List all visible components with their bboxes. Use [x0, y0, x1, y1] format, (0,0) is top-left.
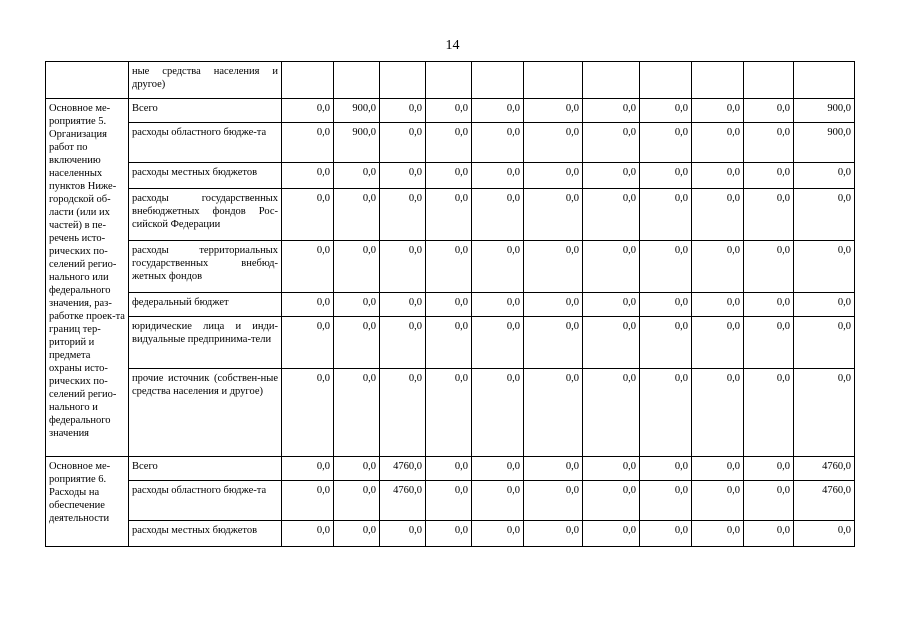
value-cell: 0,0 [640, 457, 692, 481]
value-cell-empty [334, 62, 380, 99]
value-cell: 0,0 [744, 293, 794, 317]
value-cell: 0,0 [744, 521, 794, 547]
value-cell: 0,0 [744, 241, 794, 293]
value-cell: 0,0 [692, 369, 744, 457]
value-cell: 0,0 [583, 317, 640, 369]
value-cell: 0,0 [472, 481, 524, 521]
value-cell: 0,0 [334, 457, 380, 481]
value-cell: 0,0 [794, 241, 855, 293]
value-cell: 0,0 [380, 293, 426, 317]
value-cell: 0,0 [524, 369, 583, 457]
value-cell: 0,0 [524, 163, 583, 189]
value-cell-empty [692, 62, 744, 99]
table-row [46, 317, 855, 369]
value-cell: 0,0 [640, 99, 692, 123]
table-row [46, 457, 855, 481]
value-cell-empty [282, 62, 334, 99]
value-cell: 0,0 [692, 241, 744, 293]
funding-source-cell: юридические лица и инди-видуальные предпринима-тели [129, 317, 282, 369]
table-row [46, 99, 855, 123]
table-row [46, 123, 855, 163]
value-cell: 0,0 [282, 163, 334, 189]
value-cell: 0,0 [472, 241, 524, 293]
table-row [46, 481, 855, 521]
value-cell: 0,0 [334, 293, 380, 317]
value-cell: 0,0 [640, 123, 692, 163]
value-cell: 0,0 [744, 123, 794, 163]
value-cell: 0,0 [524, 99, 583, 123]
value-cell: 0,0 [426, 481, 472, 521]
value-cell: 0,0 [692, 163, 744, 189]
value-cell: 0,0 [472, 369, 524, 457]
value-cell: 0,0 [583, 163, 640, 189]
value-cell: 0,0 [380, 99, 426, 123]
value-cell-empty [524, 62, 583, 99]
value-cell: 0,0 [472, 99, 524, 123]
value-cell: 0,0 [692, 317, 744, 369]
value-cell: 0,0 [692, 99, 744, 123]
value-cell: 4760,0 [380, 481, 426, 521]
value-cell: 0,0 [524, 521, 583, 547]
value-cell: 0,0 [794, 189, 855, 241]
budget-table [45, 61, 855, 547]
value-cell: 0,0 [583, 241, 640, 293]
table-row [46, 521, 855, 547]
value-cell: 0,0 [692, 457, 744, 481]
value-cell: 0,0 [472, 293, 524, 317]
value-cell: 0,0 [794, 521, 855, 547]
value-cell: 0,0 [380, 241, 426, 293]
value-cell: 0,0 [282, 293, 334, 317]
value-cell: 0,0 [744, 189, 794, 241]
value-cell: 0,0 [282, 481, 334, 521]
value-cell: 0,0 [380, 189, 426, 241]
value-cell: 0,0 [282, 123, 334, 163]
value-cell: 0,0 [640, 189, 692, 241]
value-cell-empty [472, 62, 524, 99]
value-cell: 0,0 [380, 163, 426, 189]
value-cell-empty [583, 62, 640, 99]
value-cell: 0,0 [426, 189, 472, 241]
activity-name-cell: Основное ме-роприятие 6. Расходы на обеспечение деятельности [46, 457, 129, 547]
value-cell: 0,0 [334, 317, 380, 369]
value-cell: 0,0 [692, 123, 744, 163]
table-row [46, 369, 855, 457]
value-cell: 0,0 [334, 521, 380, 547]
value-cell: 0,0 [334, 163, 380, 189]
funding-source-cell: Всего [129, 99, 282, 123]
value-cell: 0,0 [583, 99, 640, 123]
value-cell: 0,0 [794, 317, 855, 369]
value-cell: 0,0 [583, 457, 640, 481]
value-cell: 0,0 [640, 369, 692, 457]
value-cell: 0,0 [583, 293, 640, 317]
value-cell-empty [744, 62, 794, 99]
value-cell: 0,0 [640, 521, 692, 547]
table-row [46, 293, 855, 317]
value-cell: 0,0 [426, 317, 472, 369]
value-cell-empty [380, 62, 426, 99]
value-cell: 0,0 [744, 99, 794, 123]
value-cell: 0,0 [426, 163, 472, 189]
value-cell: 900,0 [334, 123, 380, 163]
value-cell: 0,0 [282, 241, 334, 293]
table-row [46, 241, 855, 293]
value-cell: 0,0 [583, 189, 640, 241]
value-cell: 0,0 [380, 521, 426, 547]
value-cell: 0,0 [472, 317, 524, 369]
value-cell: 0,0 [524, 457, 583, 481]
value-cell: 0,0 [692, 521, 744, 547]
funding-source-cell: расходы государственных внебюджетных фондов Рос-сийской Федерации [129, 189, 282, 241]
funding-source-cell: прочие источник (собствен-ные средства населения и другое) [129, 369, 282, 457]
funding-source-cell: Всего [129, 457, 282, 481]
value-cell: 0,0 [334, 481, 380, 521]
value-cell: 0,0 [524, 317, 583, 369]
value-cell: 0,0 [472, 123, 524, 163]
value-cell-empty [426, 62, 472, 99]
value-cell: 0,0 [524, 293, 583, 317]
funding-source-cell: федеральный бюджет [129, 293, 282, 317]
value-cell: 0,0 [472, 457, 524, 481]
value-cell: 0,0 [794, 369, 855, 457]
value-cell: 4760,0 [794, 457, 855, 481]
value-cell: 0,0 [524, 123, 583, 163]
continuation-row [46, 62, 855, 99]
value-cell: 0,0 [640, 293, 692, 317]
funding-source-cell: расходы областного бюдже-та [129, 481, 282, 521]
value-cell: 0,0 [472, 521, 524, 547]
value-cell: 0,0 [524, 189, 583, 241]
value-cell-empty [640, 62, 692, 99]
value-cell: 900,0 [794, 99, 855, 123]
value-cell: 0,0 [692, 293, 744, 317]
value-cell: 0,0 [583, 123, 640, 163]
value-cell: 900,0 [794, 123, 855, 163]
activity-cell-empty [46, 62, 129, 99]
funding-source-cell: расходы территориальных государственных внебюд-жетных фондов [129, 241, 282, 293]
value-cell-empty [794, 62, 855, 99]
value-cell: 0,0 [472, 189, 524, 241]
value-cell: 0,0 [426, 123, 472, 163]
source-cell: ные средства населения и другое) [129, 62, 282, 99]
activity-name-cell: Основное ме-роприятие 5. Организация работ по включению населенных пунктов Ниже-городской об-ласти (или их частей) в пе-речень исто-рических по-селений регио-нального или федерального значения, раз-работке проек-та границ тер-риторий и предмета охраны исто-рических по-селений регио-нального и федерального значения [46, 99, 129, 457]
value-cell: 0,0 [334, 189, 380, 241]
value-cell: 0,0 [282, 99, 334, 123]
value-cell: 900,0 [334, 99, 380, 123]
table-row [46, 189, 855, 241]
value-cell: 0,0 [524, 481, 583, 521]
value-cell: 0,0 [282, 189, 334, 241]
value-cell: 0,0 [426, 369, 472, 457]
value-cell: 0,0 [744, 457, 794, 481]
funding-source-cell: расходы областного бюдже-та [129, 123, 282, 163]
value-cell: 0,0 [794, 293, 855, 317]
value-cell: 0,0 [583, 369, 640, 457]
value-cell: 0,0 [282, 369, 334, 457]
value-cell: 0,0 [640, 241, 692, 293]
value-cell: 0,0 [472, 163, 524, 189]
value-cell: 0,0 [334, 241, 380, 293]
funding-source-cell: расходы местных бюджетов [129, 521, 282, 547]
value-cell: 0,0 [380, 123, 426, 163]
value-cell: 0,0 [744, 317, 794, 369]
value-cell: 0,0 [426, 521, 472, 547]
value-cell: 4760,0 [794, 481, 855, 521]
value-cell: 0,0 [583, 521, 640, 547]
value-cell: 0,0 [640, 163, 692, 189]
value-cell: 0,0 [744, 481, 794, 521]
value-cell: 0,0 [744, 369, 794, 457]
value-cell: 0,0 [692, 481, 744, 521]
value-cell: 0,0 [380, 369, 426, 457]
value-cell: 0,0 [583, 481, 640, 521]
value-cell: 0,0 [640, 481, 692, 521]
value-cell: 0,0 [794, 163, 855, 189]
value-cell: 0,0 [744, 163, 794, 189]
value-cell: 0,0 [640, 317, 692, 369]
value-cell: 0,0 [282, 457, 334, 481]
value-cell: 0,0 [692, 189, 744, 241]
value-cell: 0,0 [334, 369, 380, 457]
value-cell: 0,0 [426, 293, 472, 317]
value-cell: 0,0 [426, 457, 472, 481]
value-cell: 0,0 [426, 99, 472, 123]
value-cell: 0,0 [282, 317, 334, 369]
value-cell: 4760,0 [380, 457, 426, 481]
page-number: 14 [445, 38, 460, 53]
value-cell: 0,0 [426, 241, 472, 293]
table-row [46, 163, 855, 189]
value-cell: 0,0 [282, 521, 334, 547]
value-cell: 0,0 [524, 241, 583, 293]
value-cell: 0,0 [380, 317, 426, 369]
funding-source-cell: расходы местных бюджетов [129, 163, 282, 189]
